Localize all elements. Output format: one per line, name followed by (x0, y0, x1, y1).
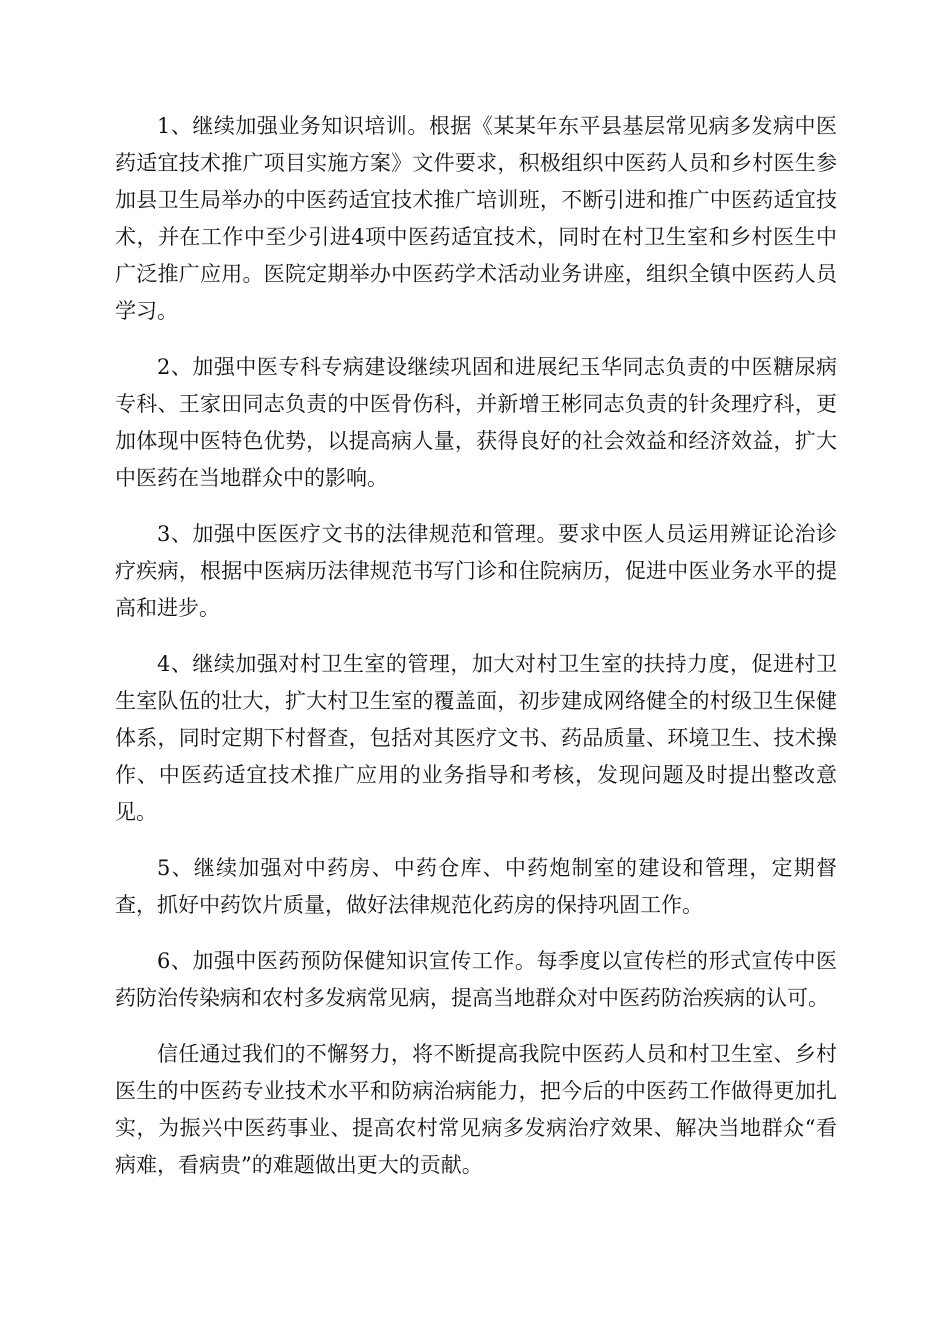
paragraph-closing: 信任通过我们的不懈努力，将不断提高我院中医药人员和村卫生室、乡村医生的中医药专业技术水平和防病治病能力，把今后的中医药工作做得更加扎实，为振兴中医药事业、提高农村常见病多发病治疗效果、解决当地群众“看病难，看病贵”的难题做出更大的贡献。 (115, 1042, 837, 1177)
paragraph-6: 6、加强中医药预防保健知识宣传工作。每季度以宣传栏的形式宣传中医药防治传染病和农村多发病常见病，提高当地群众对中医药防治疾病的认可。 (115, 949, 837, 1010)
paragraph-2: 2、加强中医专科专病建设继续巩固和进展纪玉华同志负责的中医糖尿病专科、王家田同志负责的中医骨伤科，并新增王彬同志负责的针灸理疗科，更加体现中医特色优势，以提高病人量，获得良好的社会效益和经济效益，扩大中医药在当地群众中的影响。 (115, 355, 837, 490)
paragraph-4: 4、继续加强对村卫生室的管理，加大对村卫生室的扶持力度，促进村卫生室队伍的壮大，扩大村卫生室的覆盖面，初步建成网络健全的村级卫生保健体系，同时定期下村督查，包括对其医疗文书、药品质量、环境卫生、技术操作、中医药适宜技术推广应用的业务指导和考核，发现问题及时提出整改意见。 (115, 652, 837, 824)
document-body (115, 108, 837, 1184)
paragraph-1: 1、继续加强业务知识培训。根据《某某年东平县基层常见病多发病中医药适宜技术推广项目实施方案》文件要求，积极组织中医药人员和乡村医生参加县卫生局举办的中医药适宜技术推广培训班，不断引进和推广中医药适宜技术，并在工作中至少引进4项中医药适宜技术，同时在村卫生室和乡村医生中广泛推广应用。医院定期举办中医药学术活动业务讲座，组织全镇中医药人员学习。 (115, 114, 837, 323)
paragraph-3: 3、加强中医医疗文书的法律规范和管理。要求中医人员运用辨证论治诊疗疾病，根据中医病历法律规范书写门诊和住院病历，促进中医业务水平的提高和进步。 (115, 522, 837, 620)
paragraph-5: 5、继续加强对中药房、中药仓库、中药炮制室的建设和管理，定期督查，抓好中药饮片质量，做好法律规范化药房的保持巩固工作。 (115, 856, 837, 917)
